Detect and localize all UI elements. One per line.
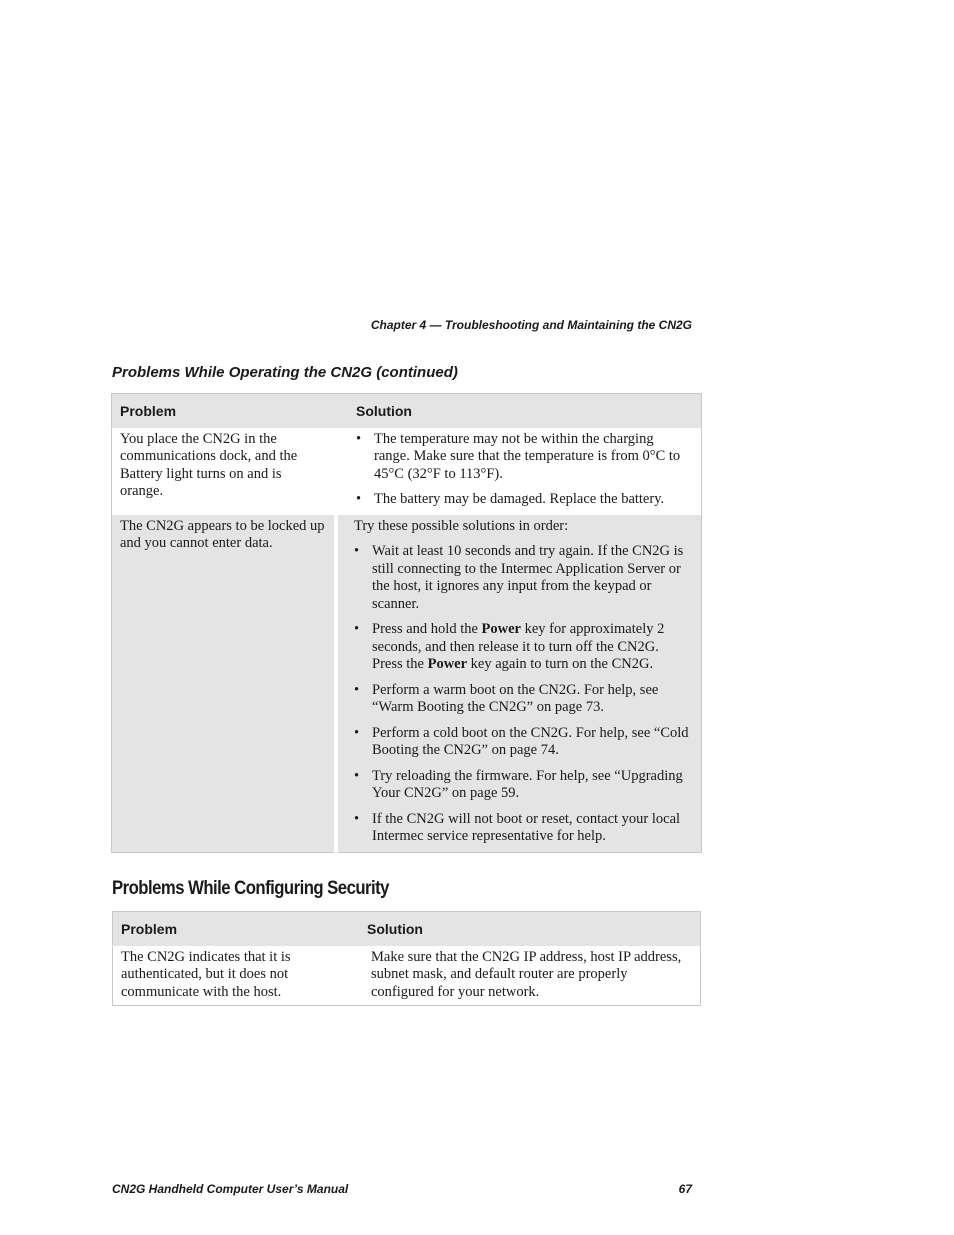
- power-key-label: Power: [427, 656, 468, 672]
- table-row: [112, 515, 702, 853]
- solution-item: • The battery may be damaged. Replace the battery.: [356, 491, 693, 509]
- text-run: key for approximately 2 seconds, and then release it to turn off the CN2G. Press the: [372, 621, 665, 672]
- page-number: 67: [678, 1182, 692, 1196]
- solution-cell: [336, 427, 702, 515]
- text-run: key again to turn on the CN2G.: [467, 656, 654, 672]
- column-header-problem: Problem: [113, 912, 360, 946]
- operating-problems-table: [111, 393, 702, 853]
- column-header-solution: Solution: [336, 394, 702, 428]
- section-title: Problems While Configuring Security: [112, 878, 389, 899]
- table-caption: Problems While Operating the CN2G (continued): [112, 364, 458, 381]
- solution-cell: [336, 515, 702, 853]
- solution-intro: Try these possible solutions in order:: [354, 517, 569, 534]
- solution-item: • Perform a warm boot on the CN2G. For help, see “Warm Booting the CN2G” on page 73.: [354, 682, 693, 717]
- solution-item: • If the CN2G will not boot or reset, contact your local Intermec service representative for help.: [354, 811, 693, 846]
- solution-item: • Wait at least 10 seconds and try again. If the CN2G is still connecting to the Intermec Application Server or the host, it ignores any input from the keypad or scanner.: [354, 543, 693, 613]
- column-header-problem: Problem: [112, 394, 337, 428]
- table-row: [113, 945, 701, 1006]
- problem-cell: You place the CN2G in the communications dock, and the Battery light turns on and is orange.: [120, 430, 298, 499]
- solution-item: • Perform a cold boot on the CN2G. For help, see “Cold Booting the CN2G” on page 74.: [354, 725, 693, 760]
- footer-manual-title: CN2G Handheld Computer User’s Manual: [112, 1182, 349, 1196]
- solution-cell: Make sure that the CN2G IP address, host IP address, subnet mask, and default router are properly configured for your network.: [371, 948, 682, 1000]
- problem-cell: The CN2G indicates that it is authenticated, but it does not communicate with the host.: [121, 948, 291, 1000]
- solution-list: [356, 431, 693, 509]
- text-run: Press and hold the: [372, 621, 482, 637]
- solution-item: [354, 621, 693, 674]
- table-row: [112, 427, 702, 515]
- solution-item: • Try reloading the firmware. For help, see “Upgrading Your CN2G” on page 59.: [354, 768, 693, 803]
- column-header-solution: Solution: [359, 912, 701, 946]
- solution-list: [354, 543, 693, 846]
- solution-item: • The temperature may not be within the charging range. Make sure that the temperature is from 0°C to 45°C (32°F to 113°F).: [356, 431, 693, 484]
- power-key-label: Power: [481, 621, 521, 637]
- table-header-row: [112, 394, 702, 428]
- table-header-row: [113, 912, 701, 946]
- problem-cell: The CN2G appears to be locked up and you cannot enter data.: [112, 515, 337, 853]
- security-problems-table: [112, 911, 701, 1006]
- running-header: Chapter 4 — Troubleshooting and Maintaining the CN2G: [370, 318, 692, 332]
